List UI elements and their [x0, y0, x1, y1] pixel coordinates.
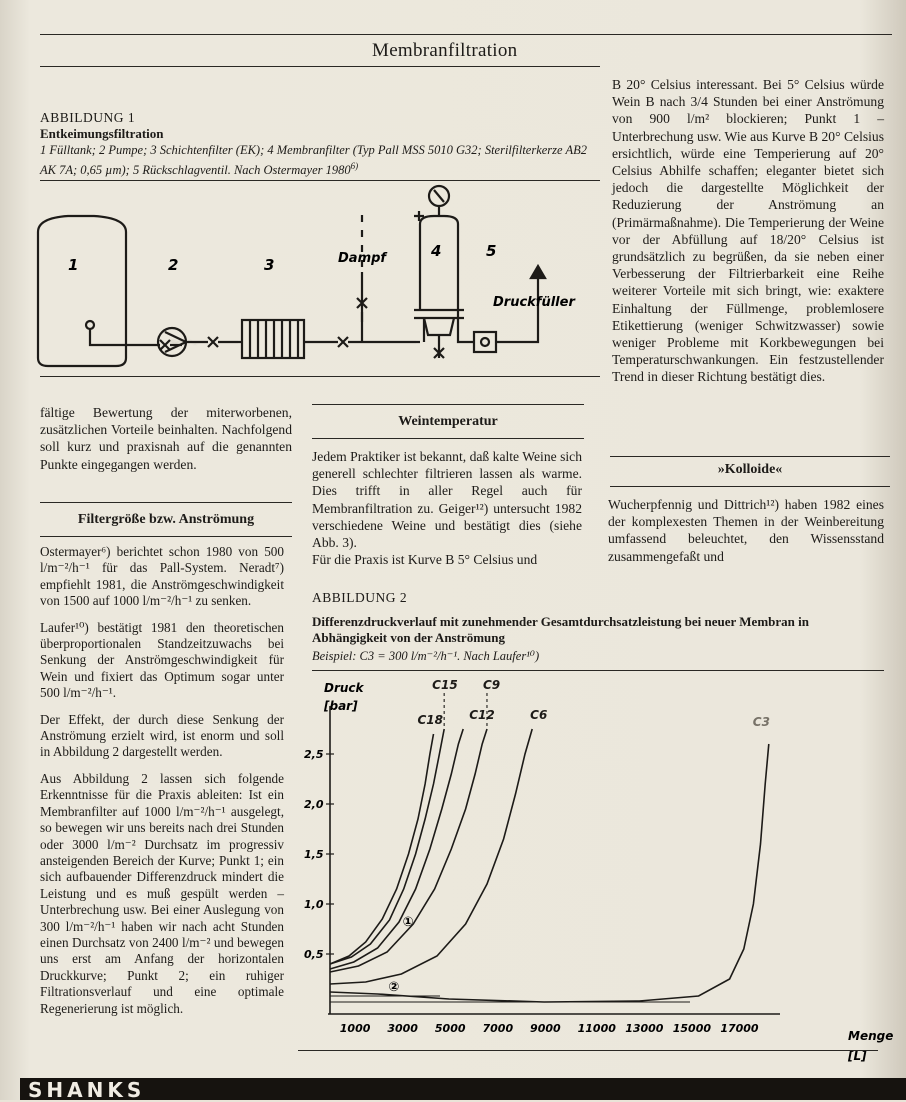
figure2-rule-bottom	[298, 1050, 878, 1051]
label-tank-number: 1	[68, 256, 78, 274]
figure1-caption	[40, 142, 600, 178]
x-tick-label: 7000	[482, 1022, 513, 1035]
x-tick-label: 13000	[625, 1022, 664, 1035]
x-tick-label: 17000	[720, 1022, 759, 1035]
column2-text	[312, 448, 582, 568]
figure2-title: Differenzdruckverlauf mit zunehmender Gesamtdurchsatzleistung bei neuer Membran in Abhängigkeit von der Anströmung	[312, 614, 884, 646]
section-title-kolloide: »Kolloide«	[610, 462, 890, 478]
kolloide-rule-bottom	[610, 486, 890, 487]
pressure-chart	[300, 674, 880, 1074]
figure2-rule-top	[312, 670, 884, 671]
column3-text-lower	[608, 496, 884, 575]
section-title-weintemperatur: Weintemperatur	[312, 414, 584, 430]
header-rule-bottom	[40, 66, 600, 67]
annotation-point: ②	[388, 980, 399, 995]
label-pump-number: 2	[168, 256, 178, 274]
label-membrane-filter-number: 4	[430, 242, 441, 260]
figure1-caption-text: 1 Fülltank; 2 Pumpe; 3 Schichtenfilter (EK); 4 Membranfilter (Typ Pall MSS 5010 G32; Sterilfilterkerze AB2 AK 7A; 0,65 µm); 5 Rückschlagventil. Nach Ostermayer 1980	[40, 143, 587, 177]
series-line-c9	[330, 729, 487, 972]
column1-body	[40, 544, 284, 1027]
filtergroesse-rule-bottom	[40, 536, 292, 537]
y-axis-label-line1: Druck	[324, 681, 365, 695]
x-axis-label-line2: [L]	[847, 1049, 867, 1063]
figure1-rule-bottom	[40, 376, 600, 377]
column3-text-upper	[612, 76, 884, 396]
label-pressure-filler: Druckfüller	[493, 295, 576, 310]
column3-paragraph1: B 20° Celsius interessant. Bei 5° Celsius würde Wein B nach 3/4 Stunden bei einer Anströmung von 900 l/m² blockieren; Punkt 1 – Unterbrechung usw. Wie aus Kurve B 20° Celsius ersichtlich, würde eine Temperierung auf 20° Celsius Abhilfe schaffen; eleganter bietet sich jedoch die dargestellte Möglichkeit der Reduzierung der Anströmung an (Primärmaßnahme). Die Temperierung der Weine vor der Abfüllung auf 18/20° Celsius ist grundsätzlich zu begrüßen, da sie neben einer Verbesserung der Filtrierbarkeit eine Reihe weiterer Vorteile mit sich bringt, wie: exaktere Einhaltung der Füllmenge, problemlosere Etikettierung (weniger Schwitzwasser) sowie weniger Probleme mit Korkbewegungen bei Temperaturschwankungen. Ein festzustellender Trend in dieser Richtung bestätigt dies.	[612, 76, 884, 386]
x-tick-label: 5000	[435, 1022, 466, 1035]
column3-paragraph2: Wucherpfennig und Dittrich¹²) haben 1982 eines der komplexesten Themen in der Weinbereitung umfassend beleuchtet, den Wissensstand zusammengefaßt und	[608, 496, 884, 565]
y-tick-label: 1,5	[304, 848, 324, 861]
label-sheet-filter-number: 3	[264, 256, 274, 274]
kolloide-rule-top	[610, 456, 890, 457]
filtergroesse-rule-top	[40, 502, 292, 503]
column1-paragraph1: Ostermayer⁶) berichtet schon 1980 von 500 l/m⁻²/h⁻¹ für das Pall-System. Neradt⁷) empfiehlt 1981, die Anströmgeschwindigkeit von 1500 auf 1000 l/m⁻²/h⁻¹ zu senken.	[40, 544, 284, 610]
column2-paragraph2: Für die Praxis ist Kurve B 5° Celsius und	[312, 551, 582, 568]
x-tick-label: 9000	[530, 1022, 561, 1035]
figure1-label: ABBILDUNG 1	[40, 110, 135, 126]
column1-paragraph3: Der Effekt, der durch diese Senkung der Anströmung erzielt wird, ist enorm und soll in Abbildung 2 dargestellt werden.	[40, 712, 284, 761]
series-line-c15	[330, 729, 444, 964]
figure2-caption: Beispiel: C3 = 300 l/m⁻²/h⁻¹. Nach Laufer¹⁰)	[312, 648, 884, 664]
series-label-c9: C9	[483, 678, 500, 692]
series-label-c15: C15	[432, 678, 458, 692]
y-tick-label: 2,5	[304, 748, 324, 761]
series-line-c12	[330, 729, 463, 969]
weintemperatur-rule-top	[312, 404, 584, 405]
figure1-title: Entkeimungsfiltration	[40, 126, 164, 142]
header-rule-top	[40, 34, 892, 35]
page-title: Membranfiltration	[372, 40, 517, 62]
x-axis-label-line1: Menge	[848, 1029, 893, 1043]
figure1-caption-ref: 6)	[351, 161, 359, 171]
filtration-schematic	[30, 180, 610, 370]
annotation-point: ①	[402, 915, 413, 930]
weintemperatur-rule-bottom	[312, 438, 584, 439]
y-tick-label: 0,5	[304, 948, 324, 961]
y-tick-label: 2,0	[304, 798, 324, 811]
x-tick-label: 15000	[673, 1022, 712, 1035]
label-steam: Dampf	[338, 251, 388, 266]
column1-intro	[40, 404, 292, 483]
y-tick-label: 1,0	[304, 898, 324, 911]
column1-paragraph2: Laufer¹⁰) bestätigt 1981 den theoretischen überproportionalen Standzeitzuwachs bei Senkung der Anströmgeschwindigkeit für Wein und fixiert das Optimum sogar unter 500 l/m⁻²/h⁻¹.	[40, 620, 284, 702]
column2-paragraph1: Jedem Praktiker ist bekannt, daß kalte Weine sich generell schlechter filtrieren lassen als warme. Dies trifft in aller Regel auch für Membranfiltration zu. Geiger¹²) untersucht 1982 verschiedene Weine und bestätigt dies (siehe Abb. 3).	[312, 448, 582, 551]
column1-paragraph4: Aus Abbildung 2 lassen sich folgende Erkenntnisse für die Praxis ableiten: Ist ein Membranfilter auf 1000 l/m⁻²/h⁻¹ ausgelegt, so bewegen wir uns bereits nach drei Stunden oder 3000 l/m⁻² Durchsatz im progressiv ansteigenden Bereich der Kurve; Punkt 1; ein sich aufbauender Differenzdruck mindert die Leistung und es muß gespült werden – Unterbrechung usw. Bei einer Auslegung von 300 l/m⁻²/h⁻¹ haben wir nach acht Stunden einen Durchsatz von 2400 l/m⁻² und bewegen uns erst am Anfang der horizontalen Druckkurve; Punkt 2; ein ruhiger Filtrationsverlauf und eine optimale Regenerierung ist möglich.	[40, 771, 284, 1017]
x-tick-label: 1000	[340, 1022, 371, 1035]
series-label-c18: C18	[417, 713, 443, 727]
figure2-label: ABBILDUNG 2	[312, 590, 407, 606]
series-label-c6: C6	[530, 708, 547, 722]
label-check-valve-number: 5	[486, 242, 496, 260]
series-label-c12: C12	[469, 708, 495, 722]
footer-text: SHANKS	[28, 1078, 145, 1102]
series-line-c3	[330, 744, 769, 1002]
section-title-filtergroesse: Filtergröße bzw. Anströmung	[40, 512, 292, 528]
footer-bar	[20, 1078, 906, 1100]
x-tick-label: 11000	[578, 1022, 617, 1035]
y-axis-label-line2: [bar]	[323, 699, 358, 713]
column1-intro-paragraph: fältige Bewertung der miterworbenen, zusätzlichen Vorteile beinhalten. Nachfolgend soll kurz und praxisnah auf die genannten Punkte eingegangen werden.	[40, 404, 292, 473]
series-label-c3: C3	[753, 715, 770, 729]
x-tick-label: 3000	[387, 1022, 418, 1035]
